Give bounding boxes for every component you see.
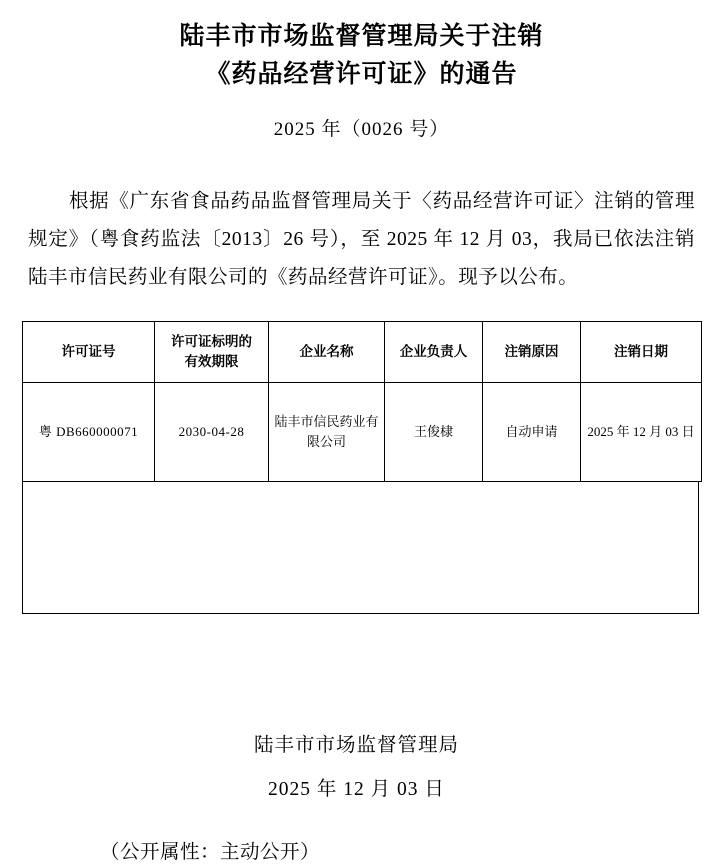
signature-issuer: 陆丰市市场监督管理局 <box>253 735 459 756</box>
document-number: 2025 年（0026 号） <box>273 119 450 140</box>
table-header-responsible-person: 企业负责人 <box>385 322 483 383</box>
cell-license-no: 粤 DB660000071 <box>23 383 155 482</box>
body-paragraph: 根据《广东省食品药品监督管理局关于〈药品经营许可证〉注销的管理规定》（粤食药监法〔2013〕26 号），至 2025 年 12 月 03，我局已依法注销陆丰市信民药业有限公司的《药品经营许可证》。现予以公布。 <box>28 191 695 288</box>
title-line-1: 陆丰市市场监督管理局关于注销 <box>179 23 544 50</box>
cancellation-table <box>22 321 702 482</box>
disclosure-note: （公开属性：主动公开） <box>100 842 321 863</box>
cell-responsible-person: 王俊棣 <box>385 383 483 482</box>
table-header-valid-until-line2: 有效期限 <box>184 354 239 369</box>
cell-reason: 自动申请 <box>483 383 581 482</box>
table-header-license-no: 许可证号 <box>23 322 155 383</box>
table-header-cancel-date: 注销日期 <box>581 322 702 383</box>
cell-company: 陆丰市信民药业有限公司 <box>269 383 385 482</box>
table-header-company: 企业名称 <box>269 322 385 383</box>
table-header-reason: 注销原因 <box>483 322 581 383</box>
table-header-valid-until <box>155 322 269 383</box>
cell-cancel-date: 2025 年 12 月 03 日 <box>581 383 702 482</box>
title-line-2: 《药品经营许可证》的通告 <box>205 61 518 88</box>
signature-date: 2025 年 12 月 03 日 <box>268 779 445 800</box>
page-title <box>40 18 683 94</box>
table-row <box>23 383 702 482</box>
table-header-valid-until-line1: 许可证标明的 <box>171 334 252 349</box>
table-header-row <box>23 322 702 383</box>
signature-block <box>0 724 723 812</box>
document-page <box>0 18 723 863</box>
table-empty-area <box>22 482 699 614</box>
cell-valid-until: 2030-04-28 <box>155 383 269 482</box>
body-text <box>28 183 695 297</box>
